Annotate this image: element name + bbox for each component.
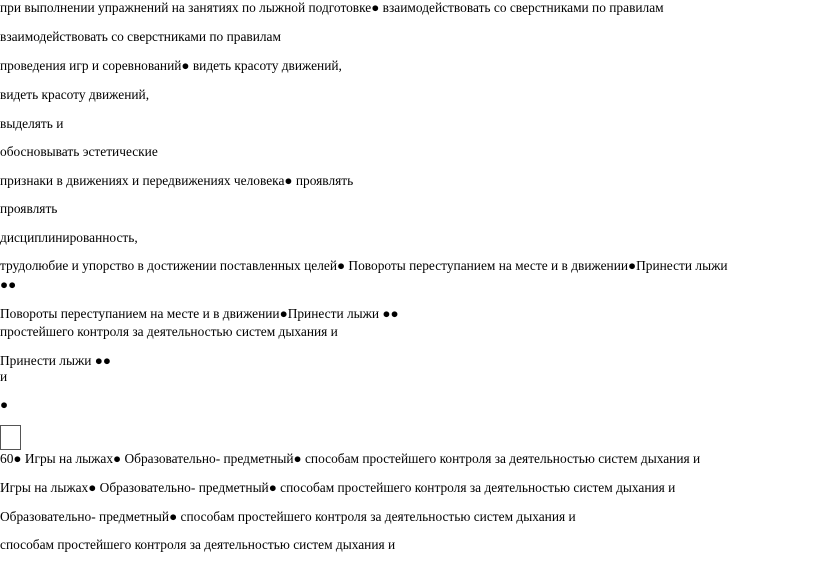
text-line-3: проведения игр и соревнований● видеть красоту движений, [0, 58, 342, 73]
text-line-17: 60● Игры на лыжах● Образовательно- предметный● способам простейшего контроля за деятельностью систем дыхания и [0, 451, 701, 466]
text-line-1: при выполнении упражнений на занятиях по лыжной подготовке● взаимодействовать со сверстниками по правилам [0, 0, 664, 15]
text-line-10: трудолюбие и упорство в достижении поставленных целей● Повороты переступанием на месте и в движении●Принести лыжи [0, 258, 728, 273]
text-line-11: ●● [0, 277, 17, 292]
empty-table-cell [0, 425, 21, 450]
text-line-5: выделять и [0, 116, 64, 131]
text-line-15: и [0, 369, 8, 384]
text-line-9: дисциплинированность, [0, 230, 138, 245]
text-line-18: Игры на лыжах● Образовательно- предметный● способам простейшего контроля за деятельностью систем дыхания и [0, 480, 676, 495]
text-line-7: признаки в движениях и передвижениях человека● проявлять [0, 173, 354, 188]
text-line-16: ● [0, 397, 9, 412]
text-line-19: Образовательно- предметный● способам простейшего контроля за деятельностью систем дыхания и [0, 509, 576, 524]
text-line-20: способам простейшего контроля за деятельностью систем дыхания и [0, 537, 396, 552]
text-line-4: видеть красоту движений, [0, 87, 150, 102]
text-line-6: обосновывать эстетические [0, 144, 158, 159]
text-line-13: простейшего контроля за деятельностью систем дыхания и [0, 324, 338, 339]
text-line-2: взаимодействовать со сверстниками по правилам [0, 29, 281, 44]
text-line-12: Повороты переступанием на месте и в движении●Принести лыжи ●● [0, 306, 399, 321]
text-line-14: Принести лыжи ●● [0, 353, 111, 368]
text-line-8: проявлять [0, 201, 58, 216]
